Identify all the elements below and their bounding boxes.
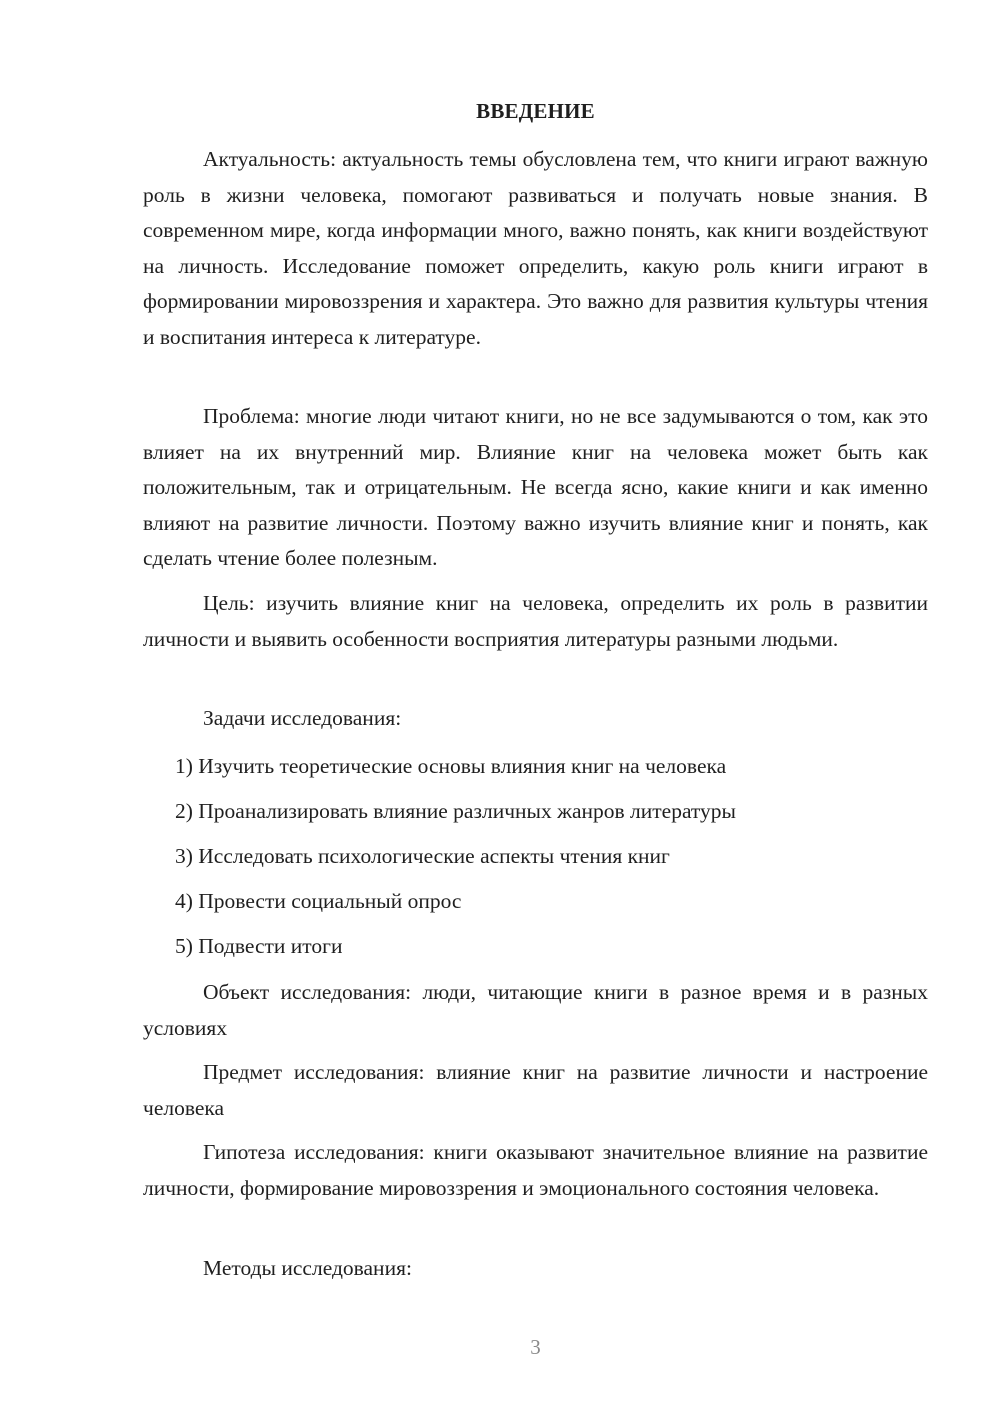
task-item-4: 4) Провести социальный опрос [175, 889, 462, 913]
hypothesis-paragraph: Гипотеза исследования: книги оказывают значительное влияние на развитие личности, формирование мировоззрения и эмоционального состояния человека. [143, 1140, 928, 1200]
subject-paragraph: Предмет исследования: влияние книг на развитие личности и настроение человека [143, 1060, 928, 1120]
task-item-5: 5) Подвести итоги [175, 934, 343, 958]
task-item-3: 3) Исследовать психологические аспекты чтения книг [175, 844, 670, 868]
task-item-1: 1) Изучить теоретические основы влияния книг на человека [175, 754, 727, 778]
page-number: 3 [530, 1335, 541, 1359]
section-title: ВВЕДЕНИЕ [476, 99, 595, 123]
methods-heading: Методы исследования: [203, 1256, 412, 1280]
object-paragraph: Объект исследования: люди, читающие книги в разное время и в разных условиях [143, 980, 928, 1040]
document-page [143, 0, 928, 1414]
problem-paragraph: Проблема: многие люди читают книги, но не все задумываются о том, как это влияет на их внутренний мир. Влияние книг на человека может быть как положительным, так и отрицательным. Не всегда ясно, какие книги и как именно влияют на развитие личности. Поэтому важно изучить влияние книг и понять, как сделать чтение более полезным. [143, 404, 928, 570]
task-item-2: 2) Проанализировать влияние различных жанров литературы [175, 799, 736, 823]
tasks-heading: Задачи исследования: [203, 706, 402, 730]
relevance-paragraph: Актуальность: актуальность темы обусловлена тем, что книги играют важную роль в жизни человека, помогают развиваться и получать новые знания. В современном мире, когда информации много, важно понять, как книги воздействуют на личность. Исследование поможет определить, какую роль книги играют в формировании мировоззрения и характера. Это важно для развития культуры чтения и воспитания интереса к литературе. [143, 147, 928, 349]
goal-paragraph: Цель: изучить влияние книг на человека, определить их роль в развитии личности и выявить особенности восприятия литературы разными людьми. [143, 591, 928, 651]
